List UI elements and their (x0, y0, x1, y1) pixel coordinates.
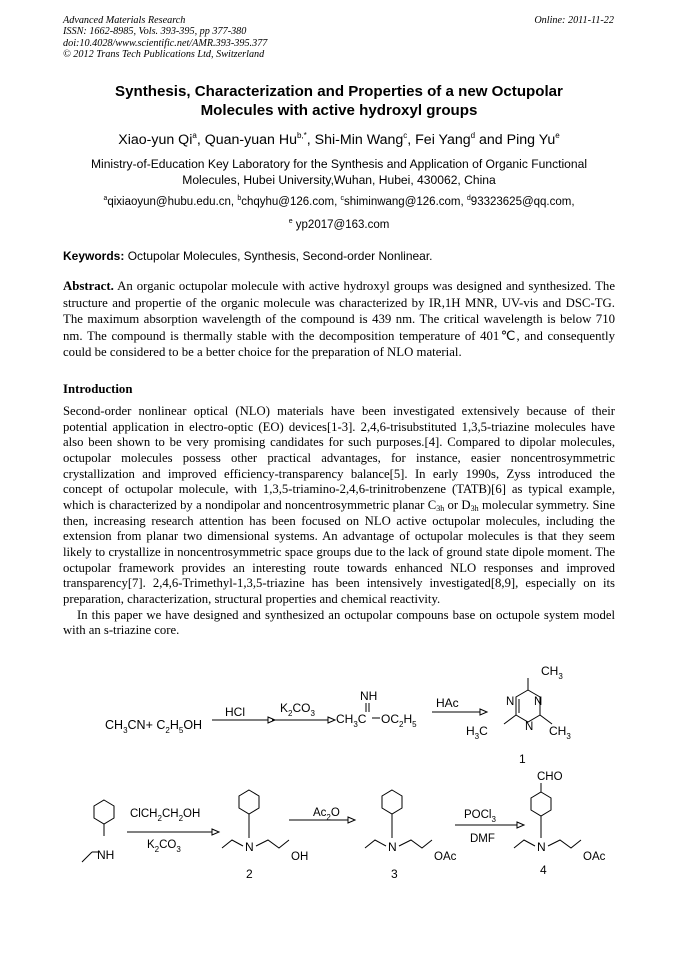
issn: ISSN: 1662-8985, Vols. 393-395, pp 377-380 (63, 26, 247, 38)
email-sup: a (103, 195, 108, 202)
email-address[interactable]: chqyhu@126.com (241, 196, 335, 208)
author-name: Shi-Min Wang (314, 132, 404, 148)
author-sup: d (470, 131, 476, 140)
affiliation-line-2: Molecules, Hubei University,Wuhan, Hubei, 430062, China (182, 172, 496, 187)
intro-p1-part: or D (444, 497, 471, 512)
reagent-hcl: HCl (225, 705, 245, 719)
ch3-top: $CH_3$ (541, 664, 563, 681)
intro-p1-part: Second-order nonlinear optical (NLO) materials have been investigated extensively because of their potential application in electro-optic (EO) devices[1-3]. 2,4,6-trisubstituted 1,3,5-triazine molecules have also been shown to be very promising candidates for such purposes.[4]. Compared to dipolar molecules, octupolar molecules possess other practical advantages, for instance, easier noncentrosymmetric crystallization and improved efficiency-transparency balance[5]. In early 1990s, Zyss introduced the concept of octupolar molecule, with 1,3,5-triamino-2,4,6-trinitrobenzene (TATB)[6] as typical example, which is characterized by a nondipolar and noncentrosymmetric planar C (63, 404, 615, 512)
compound-label-3: 3 (391, 867, 398, 881)
email-line-1: $^a$qixiaoyun@hubu.edu.cn, $^b$chqyhu@126.com, $^c$shiminwang@126.com, $^d$93323625@qq.com, (103, 195, 575, 208)
ethyl-bond (82, 852, 92, 862)
reagent-hac: HAc (436, 696, 459, 710)
intro-heading: Introduction (63, 382, 133, 396)
ch3-right: $CH_3$ (549, 724, 571, 741)
affiliation-line-1: Ministry-of-Education Key Laboratory for the Synthesis and Application of Organic Functional (90, 157, 588, 171)
acetoxyethyl-chain (548, 840, 581, 848)
nh-label: NH (97, 848, 115, 862)
email-address[interactable]: 93323625@qq.com (470, 196, 572, 208)
imine-nh: NH (360, 689, 378, 703)
arrowhead (328, 717, 335, 723)
n-label: N (537, 840, 546, 854)
h3c-left: $H_3C$ (466, 724, 488, 741)
hydroxyethyl-chain (256, 840, 289, 848)
symmetry-sub: 3h (436, 503, 445, 513)
abstract-label: Abstract. (63, 279, 114, 293)
acetoxyethyl-chain (399, 840, 432, 848)
author-and: and (475, 132, 507, 148)
scheme-1 (105, 664, 571, 766)
author-name: Xiao-yun Qi (118, 132, 193, 148)
title-line-1: Synthesis, Characterization and Properties of a new Octupolar (115, 83, 563, 100)
reagent-k2co3-2: $K_2CO_3$ (147, 839, 181, 854)
online-date: Online: 2011-11-22 (534, 15, 614, 26)
triazine-n: N (506, 696, 515, 708)
email-sup: c (340, 195, 344, 202)
imidate-ethoxy: $OC_2H_5$ (381, 712, 417, 729)
email-sup: b (237, 195, 242, 202)
intro-p1-part: molecular symmetry. Sine then, increasing research attention has been focused on NLO active octupolar molecules, including the extension from planar two dimensional systems. An advantage of octupolar molecules is that they seem likely to crystallize in noncentrosymmetric space groups due to the lack of ground state dipole moment. The octupolar framework provides an interesting route towards enhanced NLO responses and improved transparency[7]. 2,4,6-Trimethyl-1,3,5-triazine has been intensively investigated[8,9], especially on its preparation, characterization, structural properties and chemical reactivity. (63, 497, 615, 606)
author-name: Ping Yu (506, 132, 556, 148)
reagent-dmf: DMF (470, 833, 495, 845)
benzene-ring (382, 790, 402, 814)
compound-label-4: 4 (540, 863, 547, 877)
reagent-clch2ch2oh: $ClCH_2CH_2OH$ (130, 808, 201, 823)
benzene-ring (239, 790, 259, 814)
ethyl-chain (514, 840, 535, 848)
oac-label: OAc (583, 851, 606, 863)
arrowhead (517, 822, 524, 828)
n-label: N (245, 840, 254, 854)
reactants-text: $CH_3CN+ C_2H_5OH$ (105, 718, 203, 735)
n-label: N (388, 840, 397, 854)
imidate-text: $CH_3C$ (336, 712, 367, 729)
compound-label-2: 2 (246, 867, 253, 881)
email-sup: d (466, 195, 471, 202)
author-separator: , (407, 132, 416, 148)
doi: doi:10.4028/www.scientific.net/AMR.393-395.377 (63, 37, 268, 49)
benzene-ring (94, 800, 114, 824)
author-separator: , (306, 132, 315, 148)
author-sup: e (555, 131, 560, 140)
keywords-label: Keywords: (63, 249, 125, 263)
reagent-pocl3: POCl$_3$ (464, 809, 496, 824)
ethyl-chain (222, 840, 243, 848)
intro-paragraph-2: In this paper we have designed and synthesized an octupolar compouns base on octupole system model with an s-triazine core. (63, 607, 615, 638)
arrowhead (348, 817, 355, 823)
methyl-bond (540, 715, 552, 724)
author-sup: a (192, 131, 197, 140)
author-separator: , (196, 132, 205, 148)
reagent-ac2o: $Ac_2O$ (313, 807, 340, 822)
ethyl-chain (365, 840, 386, 848)
triazine-n: N (525, 721, 534, 733)
cho-label: CHO (537, 771, 563, 783)
abstract-text: An organic octupolar molecule with active hydroxyl groups was designed and synthesized. The structure and propertie of the organic molecule was characterized by IR,1H MNR, UV-vis and DSC-TG. The maximum absorption wavelength of the compound is 439 nm. The critical wavelength is below 710 nm. The compound is thermally stable with the decomposition temperature of 401℃, and consequently could be considered to be a better choice for the preparation of NLO material. (63, 279, 615, 360)
author-name: Quan-yuan Hu (204, 132, 297, 148)
compound-label-1: 1 (519, 752, 526, 766)
triazine-n: N (534, 696, 543, 708)
email-address[interactable]: shiminwang@126.com (343, 196, 461, 208)
author-sup: b,* (296, 131, 307, 140)
oh-label: OH (291, 851, 309, 863)
copyright: © 2012 Trans Tech Publications Ltd, Switzerland (63, 49, 265, 61)
arrowhead (212, 829, 219, 835)
reagent-k2co3: $K_2CO_3$ (280, 701, 315, 718)
email-address[interactable]: yp2017@163.com (292, 219, 390, 231)
methyl-bond (504, 715, 516, 724)
email-sup: e (288, 218, 293, 225)
journal-name: Advanced Materials Research (63, 15, 186, 26)
benzene-ring (531, 792, 551, 816)
author-name: Fei Yang (415, 132, 471, 148)
author-sup: c (403, 131, 408, 140)
scheme-2 (82, 771, 606, 881)
title-line-2: Molecules with active hydroxyl groups (200, 102, 478, 119)
keywords-text: Octupolar Molecules, Synthesis, Second-order Nonlinear. (124, 249, 433, 263)
oac-label: OAc (434, 851, 457, 863)
email-address[interactable]: qixiaoyun@hubu.edu.cn (107, 196, 231, 208)
arrowhead (480, 709, 487, 715)
symmetry-sub: 3h (470, 503, 479, 513)
